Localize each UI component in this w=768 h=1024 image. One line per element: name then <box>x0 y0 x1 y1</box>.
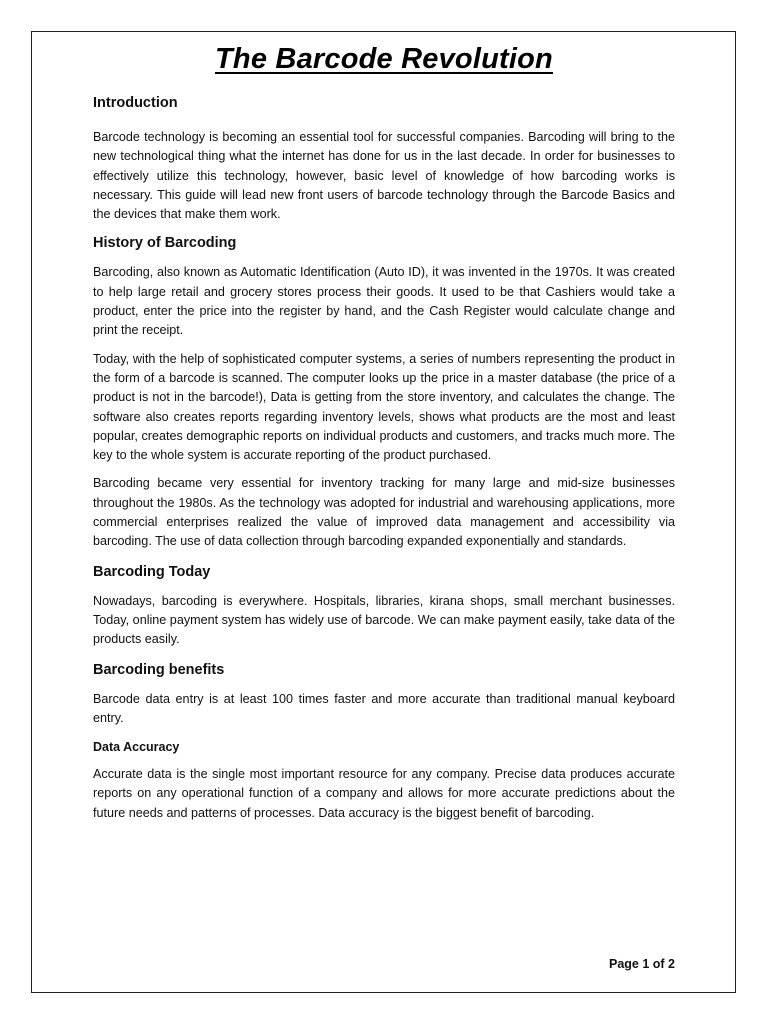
history-paragraph: Barcoding became very essential for inventory tracking for many large and mid-size businesses throughout the 1980s. As the technology was adopted for industrial and warehousing applications, more commercial enterprises realized the value of improved data management and accessibility via barcoding. The use of data collection through barcoding expanded exponentially and standards. <box>93 476 675 549</box>
barcoding-today-paragraph: Nowadays, barcoding is everywhere. Hospitals, libraries, kirana shops, small merchant businesses. Today, online payment system has widely use of barcode. We can make payment easily, take data of the products easily. <box>93 593 675 647</box>
history-paragraph: Today, with the help of sophisticated computer systems, a series of numbers representing the product in the form of a barcode is scanned. The computer looks up the price in a master database (the price of a product is not in the barcode!), Data is getting from the store inventory, and calculates the change. The software also creates reports regarding inventory levels, shows what products are the most and least popular, creates demographic reports on individual products and customers, and tracks much more. The key to the whole system is accurate reporting of the product purchased. <box>93 351 675 463</box>
document-body <box>93 40 675 823</box>
page-number: Page 1 of 2 <box>609 957 675 971</box>
introduction-heading: Introduction <box>93 95 178 111</box>
barcoding-today-heading: Barcoding Today <box>93 563 211 580</box>
document-title: The Barcode Revolution <box>215 43 553 75</box>
introduction-paragraph: Barcode technology is becoming an essential tool for successful companies. Barcoding will bring to the new technological thing what the internet has done for us in the last decade. In order for businesses to effectively utilize this technology, however, basic level of knowledge of how barcoding works is necessary. This guide will lead new front users of barcode technology through the Barcode Basics and the devices that make them work. <box>93 130 675 222</box>
data-accuracy-heading: Data Accuracy <box>93 740 180 755</box>
history-paragraph: Barcoding, also known as Automatic Identification (Auto ID), it was invented in the 1970s. It was created to help large retail and grocery stores process their goods. It used to be that Cashiers would take a product, enter the price into the register by hand, and the Cash Register would calculate change and print the receipt. <box>93 265 675 338</box>
history-heading: History of Barcoding <box>93 235 237 252</box>
benefits-paragraph: Barcode data entry is at least 100 times faster and more accurate than traditional manual keyboard entry. <box>93 691 675 725</box>
benefits-heading: Barcoding benefits <box>93 661 225 678</box>
data-accuracy-paragraph: Accurate data is the single most important resource for any company. Precise data produces accurate reports on any operational function of a company and allows for more accurate predictions about the future needs and patterns of processes. Data accuracy is the biggest benefit of barcoding. <box>93 767 675 820</box>
